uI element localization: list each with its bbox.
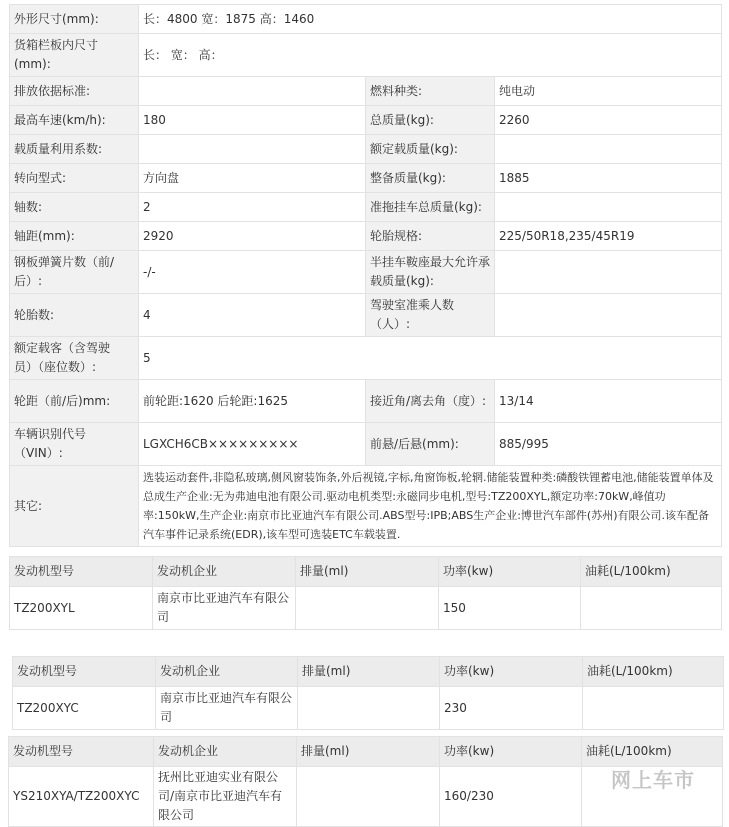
engine-header-row: [10, 557, 722, 587]
steering-label: 转向型式:: [10, 164, 139, 193]
engine-model: TZ200XYL: [10, 587, 153, 630]
engine-fuel-use: [583, 687, 724, 730]
track-value: 前轮距:1620 后轮距:1625: [139, 380, 366, 423]
engine-displacement-header: 排量(ml): [297, 737, 440, 767]
engine-company: 抚州比亚迪实业有限公司/南京市比亚迪汽车有限公司: [154, 767, 297, 827]
engine-fuel-use-header: 油耗(L/100km): [581, 557, 722, 587]
engine-power-header: 功率(kw): [440, 657, 583, 687]
engine-table-1: [9, 556, 722, 630]
spec-row-wheelbase: [10, 222, 722, 251]
leaf-spring-value: -/-: [139, 251, 366, 294]
track-label: 轮距（前/后)mm:: [10, 380, 139, 423]
saddle-label: 半挂车鞍座最大允许承载质量(kg):: [366, 251, 495, 294]
emission-label: 排放依据标准:: [10, 77, 139, 106]
engine-power: 230: [440, 687, 583, 730]
spec-row-steering: [10, 164, 722, 193]
engine-displacement-header: 排量(ml): [298, 657, 440, 687]
tire-spec-value: 225/50R18,235/45R19: [495, 222, 722, 251]
rated-load-label: 额定载质量(kg):: [366, 135, 495, 164]
size-label: 外形尺寸(mm):: [10, 5, 139, 34]
engine-power: 160/230: [440, 767, 582, 827]
steering-value: 方向盘: [139, 164, 366, 193]
engine-company: 南京市比亚迪汽车有限公司: [156, 687, 298, 730]
engine-company-header: 发动机企业: [156, 657, 298, 687]
engine-displacement: [296, 587, 439, 630]
total-mass-label: 总质量(kg):: [366, 106, 495, 135]
engine-model-header: 发动机型号: [13, 657, 156, 687]
engine-row: [13, 687, 724, 730]
speed-value: 180: [139, 106, 366, 135]
engine-model-header: 发动机型号: [10, 557, 153, 587]
cargo-label: 货箱栏板内尺寸(mm):: [10, 34, 139, 77]
spec-row-axles: [10, 193, 722, 222]
spec-row-tires: [10, 294, 722, 337]
curb-mass-value: 1885: [495, 164, 722, 193]
engine-header-row: [9, 737, 723, 767]
size-value: 长：4800 宽：1875 高：1460: [139, 5, 722, 34]
engine-company-header: 发动机企业: [153, 557, 296, 587]
curb-mass-label: 整备质量(kg):: [366, 164, 495, 193]
engine-power: 150: [439, 587, 581, 630]
passengers-value: 5: [139, 337, 722, 380]
engine-fuel-use-header: 油耗(L/100km): [583, 657, 724, 687]
axles-value: 2: [139, 193, 366, 222]
engine-model: TZ200XYC: [13, 687, 156, 730]
rated-load-value: [495, 135, 722, 164]
tire-spec-label: 轮胎规格:: [366, 222, 495, 251]
engine-fuel-use-header: 油耗(L/100km): [582, 737, 723, 767]
saddle-value: [495, 251, 722, 294]
spec-row-other: [10, 466, 722, 547]
engine-fuel-use: [581, 587, 722, 630]
load-coef-label: 载质量利用系数:: [10, 135, 139, 164]
engine-power-header: 功率(kw): [439, 557, 581, 587]
spec-row-spring: [10, 251, 722, 294]
spec-row-load: [10, 135, 722, 164]
spec-row-cargo: [10, 34, 722, 77]
engine-displacement-header: 排量(ml): [296, 557, 439, 587]
engine-displacement: [297, 767, 440, 827]
overhang-value: 885/995: [495, 423, 722, 466]
spec-row-track: [10, 380, 722, 423]
spec-row-size: [10, 5, 722, 34]
load-coef-value: [139, 135, 366, 164]
engine-table-2: [12, 656, 724, 730]
cab-value: [495, 294, 722, 337]
engine-header-row: [13, 657, 724, 687]
passengers-label: 额定载客（含驾驶员）（座位数）:: [10, 337, 139, 380]
spec-row-emission: [10, 77, 722, 106]
wheelbase-label: 轴距(mm):: [10, 222, 139, 251]
angle-label: 接近角/离去角（度）:: [366, 380, 495, 423]
other-value: 选装运动套件,非隐私玻璃,侧风窗装饰条,外后视镜,字标,角窗饰板,轮辋.储能装置种类:磷酸铁锂蓄电池,储能装置单体及总成生产企业:无为弗迪电池有限公司.驱动电机类型:永磁同步电机,型号:TZ200XYL,额定功率:70kW,峰值功率:150kW,生产企业:南京市比亚迪汽车有限公司.ABS型号:IPB;ABS生产企业:博世汽车部件(苏州)有限公司.该车配备汽车事件记录系统(EDR),该车型可选装ETC车载装置.: [139, 466, 722, 547]
leaf-spring-label: 钢板弹簧片数（前/后）:: [10, 251, 139, 294]
angle-value: 13/14: [495, 380, 722, 423]
engine-power-header: 功率(kw): [440, 737, 582, 767]
engine-model-header: 发动机型号: [9, 737, 154, 767]
vehicle-spec-table: [9, 4, 722, 547]
tires-label: 轮胎数:: [10, 294, 139, 337]
fuel-value: 纯电动: [495, 77, 722, 106]
tires-value: 4: [139, 294, 366, 337]
cab-label: 驾驶室准乘人数（人）:: [366, 294, 495, 337]
vin-label: 车辆识别代号（VIN）:: [10, 423, 139, 466]
overhang-label: 前悬/后悬(mm):: [366, 423, 495, 466]
total-mass-value: 2260: [495, 106, 722, 135]
spec-row-vin: [10, 423, 722, 466]
engine-company: 南京市比亚迪汽车有限公司: [153, 587, 296, 630]
vin-value: LGXCH6CB×××××××××: [139, 423, 366, 466]
watermark-logo: 网上车市: [611, 768, 695, 792]
engine-row: [10, 587, 722, 630]
speed-label: 最高车速(km/h):: [10, 106, 139, 135]
cargo-value: 长： 宽： 高：: [139, 34, 722, 77]
trailer-label: 准拖挂车总质量(kg):: [366, 193, 495, 222]
engine-model: YS210XYA/TZ200XYC: [9, 767, 154, 827]
emission-value: [139, 77, 366, 106]
other-label: 其它:: [10, 466, 139, 547]
engine-company-header: 发动机企业: [154, 737, 297, 767]
trailer-value: [495, 193, 722, 222]
fuel-label: 燃料种类:: [366, 77, 495, 106]
spec-row-passengers: [10, 337, 722, 380]
wheelbase-value: 2920: [139, 222, 366, 251]
engine-displacement: [298, 687, 440, 730]
spec-row-speed: [10, 106, 722, 135]
axles-label: 轴数:: [10, 193, 139, 222]
